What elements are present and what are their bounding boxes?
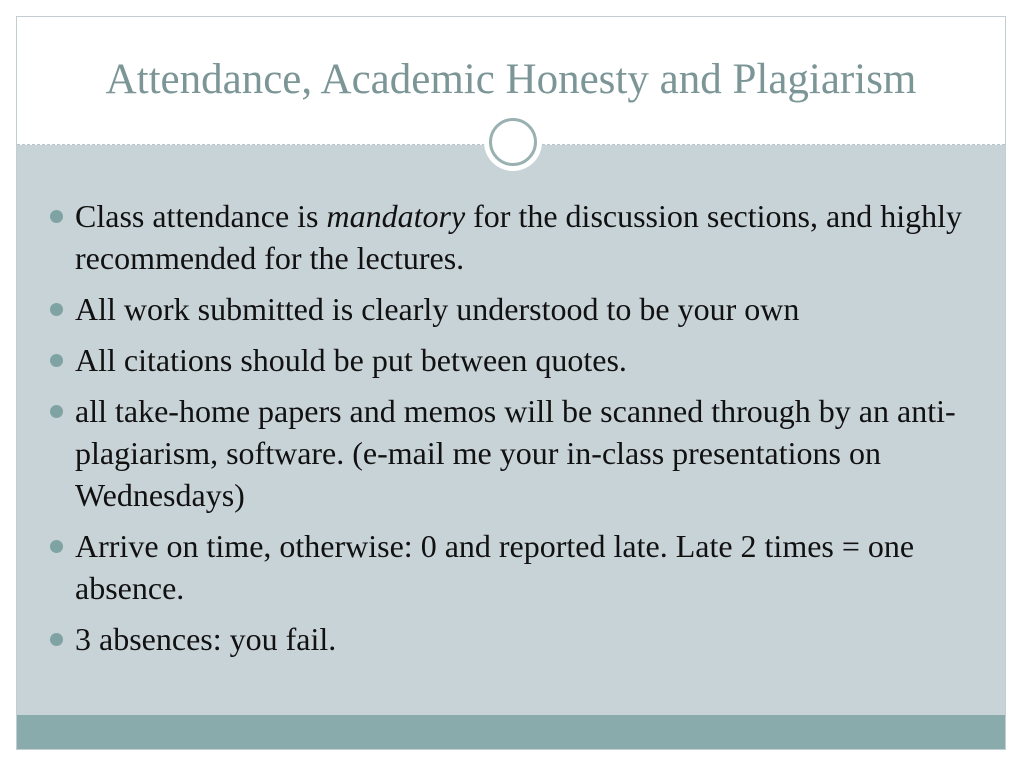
bullet-text-emphasis: mandatory xyxy=(326,198,466,234)
bullet-item xyxy=(47,288,987,330)
bullet-text: All work submitted is clearly understood to be your own xyxy=(75,291,800,327)
bullet-text: Arrive on time, otherwise: 0 and reported late. Late 2 times = one absence. xyxy=(75,528,915,606)
bullet-dot-icon xyxy=(50,303,63,316)
bullet-item xyxy=(47,339,987,381)
bullet-item xyxy=(47,525,987,609)
bullet-list xyxy=(47,195,987,669)
slide-title: Attendance, Academic Honesty and Plagiarism xyxy=(105,56,917,103)
bullet-text: all take-home papers and memos will be scanned through by an anti-plagiarism, software. (e-mail me your in-class presentations on Wednesdays) xyxy=(75,393,956,513)
bullet-item xyxy=(47,195,987,279)
bullet-dot-icon xyxy=(50,210,63,223)
bullet-text: 3 absences: you fail. xyxy=(75,621,337,657)
bullet-dot-icon xyxy=(50,540,63,553)
bullet-text: All citations should be put between quotes. xyxy=(75,342,627,378)
bullet-dot-icon xyxy=(50,405,63,418)
bullet-item xyxy=(47,618,987,660)
slide xyxy=(16,16,1006,750)
footer-band xyxy=(17,715,1005,749)
bullet-text-after: for the discussion sections, and highly recommended for the lectures. xyxy=(75,198,962,276)
bullet-item xyxy=(47,390,987,516)
bullet-dot-icon xyxy=(50,633,63,646)
circle-ring-inner xyxy=(489,118,537,166)
bullet-dot-icon xyxy=(50,354,63,367)
bullet-text-before: Class attendance is xyxy=(75,198,327,234)
circle-ring-icon xyxy=(484,113,542,171)
